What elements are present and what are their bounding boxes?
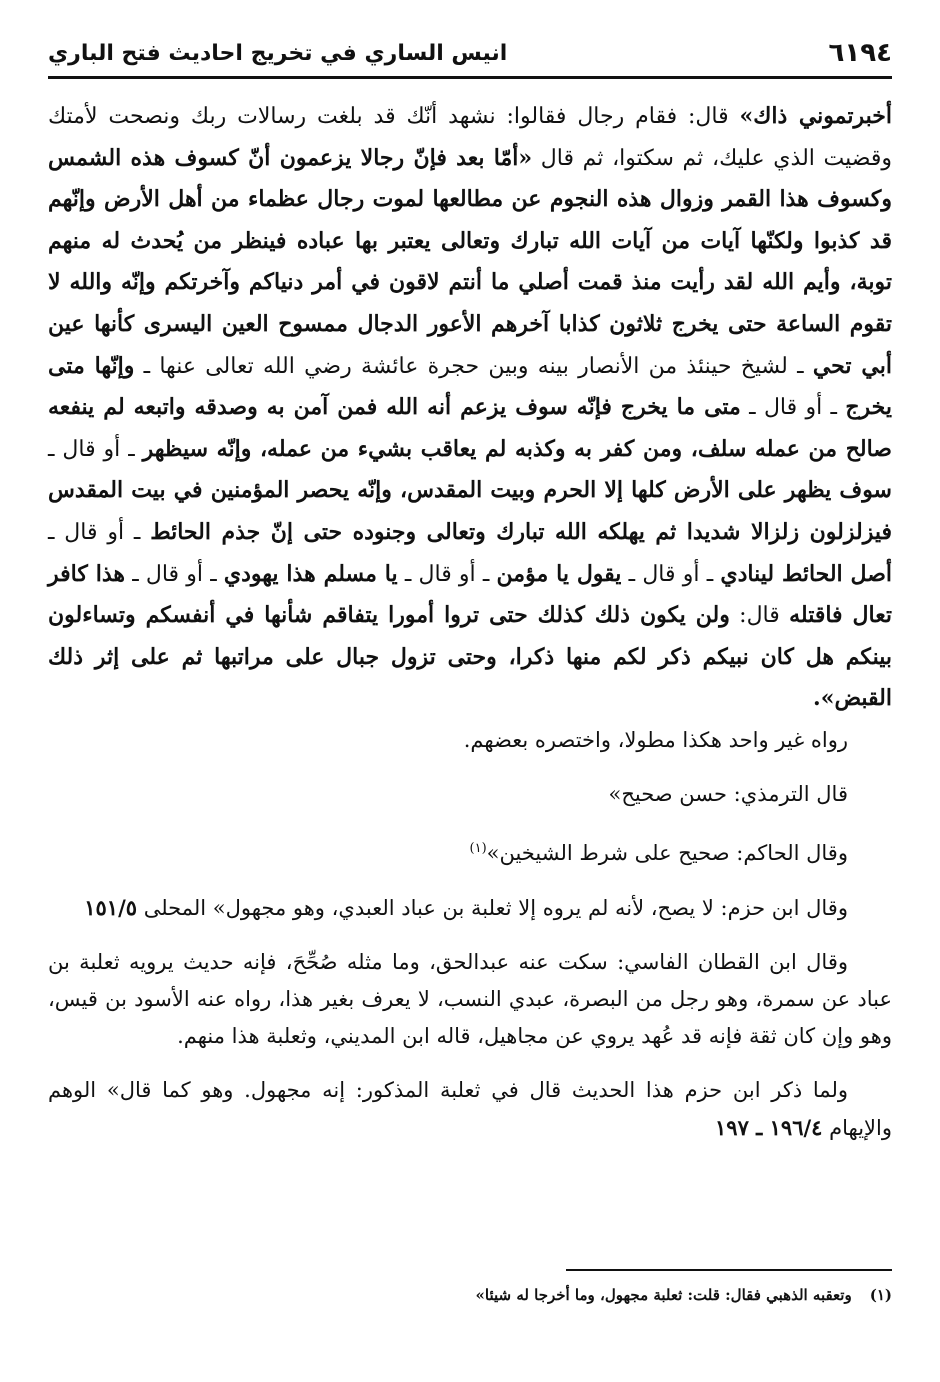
citation-volume-page: ١٥١/٥ (84, 895, 138, 920)
footnote-marker: (١) (869, 1286, 892, 1304)
note-paragraph: قال الترمذي: حسن صحيح» (608, 782, 848, 806)
hadith-segment: وإنّها متى يخرج (48, 352, 893, 421)
note-text: ولما ذكر ابن حزم هذا الحديث قال في ثعلبة المذكور: إنه مجهول. وهو كما قال» الوهم والإيهام (48, 1078, 892, 1140)
hadith-segment: يا مسلم هذا يهودي (223, 560, 398, 587)
narration-segment: ـ أو قال ـ (397, 561, 497, 587)
hadith-segment: متى ما يخرج فإنّه سوف يزعم أنه الله فمن آمن به وصدقه واتبعه لم ينفعه صالح من عمله سلف، ومن كفر به وكذبه لم يعاقب بشيء من عمله، وإنّه سيظهر (48, 394, 892, 462)
page-number: ٦١٩٤ (828, 38, 892, 68)
narration-segment: قال: (729, 603, 790, 629)
hadith-segment: أخبرتموني ذاك» (739, 103, 893, 129)
narration-segment: قال: فقام رجال فقالوا: نشهد أنّك قد بلغت رسالات ربك ونصحت لأمتك وقضيت الذي عليك، ثم سكتوا، ثم قال (48, 104, 893, 171)
hadith-text (48, 96, 892, 720)
running-title: انيس الساري في تخريج احاديث فتح الباري (48, 40, 508, 66)
hadith-segment: أصل الحائط لينادي (720, 560, 893, 587)
hadith-segment: ولن يكون ذلك كذلك حتى تروا أمورا يتفاقم شأنها في أنفسكم وتساءلون بينكم هل كان نبيكم ذكر لكم منها ذكرا، وحتى تزول جبال على مراتبها ثم على إثر ذلك القبض». (48, 602, 892, 712)
narration-segment: ـ أو قال ـ (621, 561, 721, 587)
page-header (48, 30, 892, 79)
note-text: وقال ابن حزم: لا يصح، لأنه لم يروه إلا ثعلبة بن عباد العبدي، وهو مجهول» المحلى (137, 896, 848, 920)
narration-segment: ـ أو قال ـ (124, 561, 224, 587)
hadith-segment: هذا كافر تعال فاقتله (48, 560, 892, 629)
note-paragraph (48, 1072, 892, 1147)
hadith-paragraph (48, 96, 892, 720)
footnote-divider (566, 1269, 892, 1271)
takhrij-notes (48, 722, 892, 1164)
hadith-segment: «أمّا بعد فإنّ رجالا يزعمون أنّ كسوف هذه الشمس وكسوف هذا القمر وزوال هذه النجوم عن مطالعها لموت رجال عظماء من أهل الأرض وإنّهم قد كذبوا ولكنّها آيات من آيات الله تبارك وتعالى يعتبر بها عباده فينظر من يُحدث له منهم توبة، وأيم الله لقد رأيت منذ قمت أصلي ما أنتم لاقون في أمر دنياكم وآخرتكم وإنّه والله لا تقوم الساعة حتى يخرج ثلاثون كذابا آخرهم الأعور الدجال ممسوح العين اليسرى كأنها عين أبي تحي (48, 144, 892, 379)
narration-segment: ـ أو قال ـ (48, 436, 143, 462)
note-paragraph (48, 889, 892, 927)
narration-segment: ـ أو قال ـ (48, 519, 151, 545)
note-text: وقال الحاكم: صحيح على شرط الشيخين» (486, 841, 848, 865)
note-paragraph (48, 830, 892, 872)
narration-segment: ـ لشيخ حينئذ من الأنصار بينه وبين حجرة عائشة رضي الله تعالى عنها ـ (134, 353, 813, 379)
footnote-reference[interactable]: (١) (469, 841, 487, 856)
footnote-text: وتعقبه الذهبي فقال: قلت: ثعلبة مجهول، وما أخرجا له شيئا» (475, 1286, 852, 1304)
note-paragraph: وقال ابن القطان الفاسي: سكت عنه عبدالحق، وما مثله صُحِّحَ، فإنه حديث يرويه ثعلبة بن عباد عن سمرة، وهو رجل من البصرة، عبدي النسب، لا يعرف بغير هذا، رواه عنه الأسود بن قيس، وهو وإن كان ثقة فإنه قد عُهد يروي عن مجاهيل، قاله ابن المديني، وثعلبة هذا منهم. (48, 950, 892, 1048)
footnote (48, 1284, 892, 1306)
note-paragraph: رواه غير واحد هكذا مطولا، واختصره بعضهم. (463, 728, 848, 752)
hadith-segment: يقول يا مؤمن (496, 560, 622, 587)
citation-volume-page: ١٩٦/٤ ـ ١٩٧ (715, 1115, 823, 1140)
hadith-segment: سوف يظهر على الأرض كلها إلا الحرم وبيت المقدس، وإنّه يحصر المؤمنين في بيت المقدس فيزلزلون زلزالا شديدا ثم يهلكه الله تبارك وتعالى وجنوده حتى إنّ جذم الحائط (48, 477, 892, 545)
narration-segment: ـ أو قال ـ (740, 395, 846, 421)
